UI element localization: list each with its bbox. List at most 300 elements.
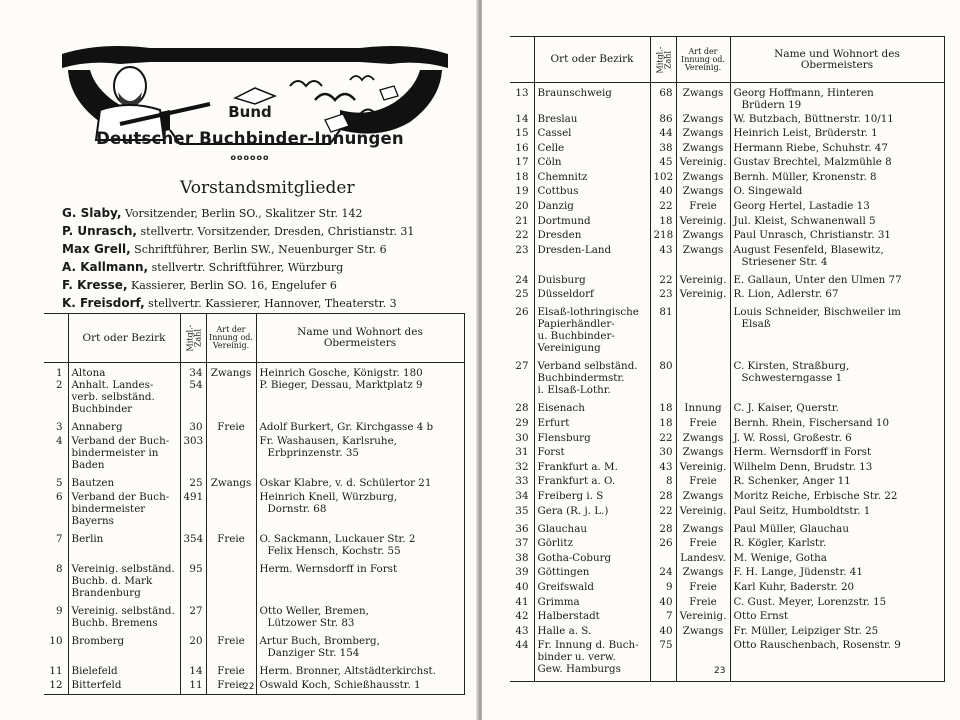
- row-association-type: [676, 596, 730, 611]
- board-member-role: Kassierer, Berlin SO. 16, Engelufer 6: [131, 279, 337, 292]
- row-chairman: [730, 523, 944, 538]
- row-chairman: [730, 200, 944, 215]
- row-number: [510, 215, 534, 230]
- row-chairman-line: Heinrich Knell, Würzburg,: [259, 491, 398, 503]
- row-location-line: Buchb. Bremens: [71, 617, 158, 629]
- row-number-line: 26: [515, 306, 529, 319]
- table-row: [510, 113, 944, 128]
- row-association-type-line: Zwangs: [682, 87, 724, 99]
- row-association-type: [676, 306, 730, 360]
- row-number: [44, 563, 68, 605]
- row-location: [534, 523, 650, 538]
- row-chairman: [730, 113, 944, 128]
- row-chairman: [730, 156, 944, 171]
- row-location: [68, 379, 180, 421]
- row-association-type-line: Zwangs: [210, 477, 252, 489]
- row-association-type-line: Freie: [689, 580, 717, 593]
- right-page: [482, 0, 960, 720]
- row-chairman-line: Heinrich Leist, Brüderstr. 1: [733, 127, 878, 140]
- row-chairman: [730, 566, 944, 581]
- board-member-list: [62, 206, 462, 314]
- row-association-type: [676, 142, 730, 157]
- row-association-type: [206, 421, 256, 435]
- header-name: [730, 37, 944, 83]
- board-member-role: Vorsitzender, Berlin SO., Skalitzer Str. 142: [124, 207, 363, 220]
- row-association-type: [676, 505, 730, 523]
- row-member-count: [650, 461, 676, 476]
- row-member-count: [180, 477, 206, 491]
- row-association-type: [676, 83, 730, 113]
- row-association-type: [676, 475, 730, 490]
- table-row: [44, 665, 464, 679]
- row-association-type-line: Zwangs: [682, 490, 724, 502]
- table-row: [510, 596, 944, 611]
- row-location-line: Berlin: [71, 533, 104, 545]
- row-association-type-line: Freie: [689, 537, 717, 550]
- row-number-line: 16: [515, 141, 529, 154]
- row-location-line: Baden: [71, 459, 105, 471]
- row-location: [534, 552, 650, 567]
- row-number-line: 3: [55, 421, 63, 433]
- row-location: [534, 185, 650, 200]
- row-number-line: 25: [515, 288, 529, 301]
- row-chairman: [730, 360, 944, 402]
- row-location-line: Dortmund: [537, 214, 591, 227]
- row-chairman-line: Herm. Wernsdorff in Forst: [259, 563, 398, 575]
- header-art-line3: Vereinig.: [212, 341, 250, 350]
- row-location-line: Verband der Buch-: [71, 435, 170, 447]
- row-association-type: [206, 477, 256, 491]
- header-ort: Ort oder Bezirk: [68, 314, 180, 363]
- header-art-line3: Vereinig.: [684, 62, 722, 72]
- row-chairman: [730, 306, 944, 360]
- table-row: [44, 421, 464, 435]
- row-location: [534, 142, 650, 157]
- row-member-count: [650, 566, 676, 581]
- row-number-line: 7: [55, 533, 63, 545]
- register-table-left: [44, 313, 465, 695]
- row-association-type: [676, 215, 730, 230]
- row-association-type: [676, 402, 730, 417]
- row-location: [534, 215, 650, 230]
- row-member-count-line: 81: [659, 306, 673, 319]
- row-location: [534, 156, 650, 171]
- row-number-line: 33: [515, 475, 529, 488]
- row-location: [534, 274, 650, 289]
- table-row: [510, 156, 944, 171]
- row-chairman-line: Moritz Reiche, Erbische Str. 22: [733, 490, 898, 502]
- row-chairman: [730, 475, 944, 490]
- row-member-count: [180, 635, 206, 665]
- row-member-count: [650, 171, 676, 186]
- row-member-count-line: 25: [189, 477, 203, 489]
- row-number-line: 13: [515, 87, 529, 99]
- header-mitglieder-line1: Mitgl.-: [654, 46, 664, 73]
- row-chairman: [730, 215, 944, 230]
- row-number-line: 34: [515, 490, 529, 502]
- table-row: [44, 379, 464, 421]
- row-number: [510, 83, 534, 113]
- row-member-count-line: 18: [659, 417, 673, 430]
- row-chairman-line: Bernh. Müller, Kronenstr. 8: [733, 170, 877, 183]
- row-association-type-line: Zwangs: [682, 185, 724, 198]
- row-chairman-line: Artur Buch, Bromberg,: [259, 635, 380, 647]
- table-row: [510, 461, 944, 476]
- row-member-count-line: 40: [659, 185, 673, 198]
- row-location-line: Buchbinder: [71, 403, 133, 415]
- row-location-line: Bautzen: [71, 477, 115, 489]
- row-member-count: [180, 491, 206, 533]
- header-nr: [510, 37, 534, 83]
- row-association-type: [676, 113, 730, 128]
- row-chairman: [730, 610, 944, 625]
- row-location-line: Vereinig. selbständ.: [71, 605, 175, 617]
- row-association-type: [676, 244, 730, 274]
- table-row: [510, 566, 944, 581]
- row-member-count-line: 11: [189, 679, 203, 691]
- row-location: [534, 200, 650, 215]
- row-number: [510, 274, 534, 289]
- row-location-line: Dresden-Land: [537, 243, 612, 256]
- row-number: [510, 625, 534, 640]
- row-location-line: Chemnitz: [537, 170, 588, 183]
- row-chairman: [730, 490, 944, 505]
- header-art-line2: Innung od.: [209, 333, 253, 342]
- row-chairman: [256, 363, 464, 380]
- row-number-line: 36: [515, 522, 529, 535]
- row-association-type-line: Zwangs: [682, 566, 724, 579]
- row-member-count: [180, 421, 206, 435]
- row-number-line: 6: [55, 491, 63, 503]
- row-member-count: [650, 360, 676, 402]
- row-member-count-line: 22: [659, 431, 673, 444]
- table-row: [510, 127, 944, 142]
- row-location: [68, 477, 180, 491]
- page-number-right: 23: [714, 666, 726, 676]
- row-member-count: [650, 244, 676, 274]
- row-location: [534, 306, 650, 360]
- row-member-count: [650, 288, 676, 306]
- row-location-line: Altona: [71, 367, 106, 379]
- row-association-type: [206, 605, 256, 635]
- row-member-count-line: 7: [665, 610, 673, 623]
- row-location: [534, 490, 650, 505]
- row-chairman: [730, 229, 944, 244]
- header-name: [256, 314, 464, 363]
- row-chairman-line: Paul Seitz, Humboldtstr. 1: [733, 504, 871, 517]
- row-member-count-line: 68: [659, 87, 673, 99]
- row-location: [534, 581, 650, 596]
- row-chairman: [730, 505, 944, 523]
- table-row: [510, 523, 944, 538]
- row-location-line: Görlitz: [537, 537, 573, 550]
- row-chairman-line: Georg Hertel, Lastadie 13: [733, 200, 870, 213]
- row-association-type: [676, 274, 730, 289]
- row-location-line: Vereinigung: [537, 342, 601, 355]
- row-location-line: Danzig: [537, 200, 574, 213]
- row-chairman: [730, 552, 944, 567]
- table-row: [44, 491, 464, 533]
- row-number: [510, 127, 534, 142]
- table-row: [510, 446, 944, 461]
- table-row: [510, 229, 944, 244]
- row-member-count: [650, 581, 676, 596]
- header-name-line2: Obermeisters: [800, 58, 874, 71]
- row-member-count: [180, 379, 206, 421]
- row-chairman-line: O. Sackmann, Luckauer Str. 2: [259, 533, 416, 545]
- row-chairman: [730, 639, 944, 681]
- row-association-type-line: Freie: [217, 421, 245, 433]
- row-chairman-line: Schwesterngasse 1: [741, 372, 843, 385]
- board-member-name: Max Grell,: [62, 242, 131, 256]
- row-chairman: [730, 171, 944, 186]
- row-member-count-line: 23: [659, 288, 673, 301]
- row-member-count: [650, 490, 676, 505]
- table-row: [44, 477, 464, 491]
- row-location-line: Bielefeld: [71, 665, 118, 677]
- row-chairman-line: Adolf Burkert, Gr. Kirchgasse 4 b: [259, 421, 434, 433]
- row-member-count: [180, 665, 206, 679]
- row-chairman-line: Lützower Str. 83: [267, 617, 355, 629]
- row-member-count: [650, 552, 676, 567]
- row-number: [510, 156, 534, 171]
- row-chairman-line: Oswald Koch, Schießhausstr. 1: [259, 679, 421, 691]
- table-row: [510, 200, 944, 215]
- row-association-type-line: Vereinig.: [679, 504, 727, 517]
- row-location-line: Forst: [537, 446, 565, 459]
- row-location-line: Bromberg: [71, 635, 125, 647]
- row-number-line: 9: [55, 605, 63, 617]
- header-art: [676, 37, 730, 83]
- row-chairman-line: Paul Müller, Glauchau: [733, 522, 849, 535]
- row-chairman-line: Wilhelm Denn, Brudstr. 13: [733, 460, 873, 473]
- row-association-type: [206, 491, 256, 533]
- row-location-line: Duisburg: [537, 273, 586, 286]
- row-number-line: 39: [515, 566, 529, 579]
- row-location-line: Frankfurt a. M.: [537, 460, 618, 473]
- row-member-count-line: 22: [659, 504, 673, 517]
- table-row: [44, 635, 464, 665]
- row-location: [534, 596, 650, 611]
- row-chairman-line: E. Gallaun, Unter den Ulmen 77: [733, 273, 902, 286]
- row-number: [510, 610, 534, 625]
- row-member-count-line: 40: [659, 624, 673, 637]
- table-row: [510, 360, 944, 402]
- row-location-line: Cottbus: [537, 185, 579, 198]
- row-chairman-line: C. Gust. Meyer, Lorenzstr. 15: [733, 595, 887, 608]
- row-member-count: [180, 605, 206, 635]
- row-number-line: 38: [515, 551, 529, 564]
- row-chairman-line: R. Kögler, Karlstr.: [733, 537, 827, 550]
- row-location-line: i. Elsaß-Lothr.: [537, 384, 611, 397]
- row-association-type: [206, 435, 256, 477]
- row-chairman-line: Paul Unrasch, Christianstr. 31: [733, 229, 891, 242]
- row-member-count: [650, 215, 676, 230]
- row-location-line: Buchbindermstr.: [537, 372, 625, 385]
- row-association-type: [676, 200, 730, 215]
- table-row: [510, 306, 944, 360]
- row-association-type: [676, 360, 730, 402]
- row-number: [510, 475, 534, 490]
- row-location-line: Elsaß-lothringische: [537, 306, 639, 319]
- row-chairman-line: Fr. Müller, Leipziger Str. 25: [733, 624, 879, 637]
- table-row: [44, 533, 464, 563]
- row-chairman-line: Jul. Kleist, Schwanenwall 5: [733, 214, 876, 227]
- row-chairman-line: R. Lion, Adlerstr. 67: [733, 288, 839, 301]
- row-chairman: [256, 421, 464, 435]
- row-member-count: [650, 402, 676, 417]
- header-ort: Ort oder Bezirk: [534, 37, 650, 83]
- row-member-count: [650, 505, 676, 523]
- board-member-role: stellvertr. Schriftführer, Würzburg: [151, 261, 344, 274]
- row-location-line: Erfurt: [537, 417, 570, 430]
- row-chairman-line: R. Schenker, Anger 11: [733, 475, 851, 488]
- row-member-count: [180, 363, 206, 380]
- header-name-line2: Obermeisters: [323, 337, 397, 349]
- row-location-line: Celle: [537, 141, 565, 154]
- row-chairman-line: J. W. Rossi, Großestr. 6: [733, 431, 852, 444]
- row-number: [44, 435, 68, 477]
- row-member-count-line: 54: [189, 379, 203, 391]
- header-mitglieder: [650, 37, 676, 83]
- row-member-count-line: 24: [659, 566, 673, 579]
- row-association-type: [676, 446, 730, 461]
- row-member-count: [650, 610, 676, 625]
- row-member-count-line: 20: [189, 635, 203, 647]
- row-number: [510, 461, 534, 476]
- row-chairman-line: Georg Hoffmann, Hinteren: [733, 87, 874, 99]
- row-chairman: [730, 537, 944, 552]
- row-member-count: [650, 523, 676, 538]
- row-member-count: [650, 432, 676, 447]
- row-number: [44, 635, 68, 665]
- header-mitglieder-line2: Zahl: [192, 328, 202, 348]
- row-location-line: Cöln: [537, 156, 562, 169]
- row-chairman: [730, 581, 944, 596]
- row-chairman-line: Danziger Str. 154: [267, 647, 360, 659]
- table-row: [44, 563, 464, 605]
- row-location: [534, 360, 650, 402]
- header-art-line1: Art der: [216, 325, 246, 334]
- row-location-line: binder u. verw.: [537, 651, 616, 664]
- row-member-count-line: 44: [659, 127, 673, 140]
- row-member-count-line: 43: [659, 460, 673, 473]
- row-number-line: 30: [515, 431, 529, 444]
- row-location: [68, 665, 180, 679]
- row-number: [510, 244, 534, 274]
- row-number: [510, 113, 534, 128]
- board-member-role: Schriftführer, Berlin SW., Neuenburger Str. 6: [134, 243, 387, 256]
- row-association-type: [676, 432, 730, 447]
- row-number: [44, 605, 68, 635]
- row-number: [44, 363, 68, 380]
- row-location: [68, 363, 180, 380]
- row-chairman-line: Otto Ernst: [733, 610, 789, 623]
- row-number: [510, 417, 534, 432]
- register-table-right: [510, 36, 945, 682]
- row-number-line: 42: [515, 610, 529, 623]
- row-chairman-line: F. H. Lange, Jüdenstr. 41: [733, 566, 863, 579]
- row-member-count-line: 14: [189, 665, 203, 677]
- row-location: [534, 171, 650, 186]
- row-association-type-line: Landesv.: [680, 551, 726, 564]
- row-association-type: [206, 635, 256, 665]
- row-member-count-line: 38: [659, 141, 673, 154]
- row-chairman-line: C. Kirsten, Straßburg,: [733, 360, 850, 373]
- board-member: [62, 260, 462, 278]
- row-association-type-line: Zwangs: [682, 243, 724, 256]
- row-location-line: Annaberg: [71, 421, 123, 433]
- row-location-line: Düsseldorf: [537, 288, 594, 301]
- table-row: [510, 625, 944, 640]
- row-association-type: [676, 566, 730, 581]
- row-number: [510, 200, 534, 215]
- row-number: [44, 533, 68, 563]
- row-association-type: [206, 665, 256, 679]
- row-member-count: [650, 83, 676, 113]
- row-chairman: [730, 185, 944, 200]
- row-location-line: Brandenburg: [71, 587, 141, 599]
- row-number-line: 17: [515, 156, 529, 169]
- row-number-line: 31: [515, 446, 529, 459]
- row-member-count-line: 45: [659, 156, 673, 169]
- row-location: [68, 635, 180, 665]
- row-chairman-line: Hermann Riebe, Schuhstr. 47: [733, 141, 888, 154]
- row-number-line: 23: [515, 243, 529, 256]
- row-chairman: [730, 461, 944, 476]
- row-member-count: [650, 537, 676, 552]
- row-association-type: [206, 363, 256, 380]
- row-chairman-line: Erbprinzenstr. 35: [267, 447, 359, 459]
- row-chairman-line: Fr. Washausen, Karlsruhe,: [259, 435, 397, 447]
- row-member-count: [650, 475, 676, 490]
- row-location-line: Buchb. d. Mark: [71, 575, 153, 587]
- row-chairman: [256, 379, 464, 421]
- row-member-count: [180, 435, 206, 477]
- row-chairman: [730, 244, 944, 274]
- row-location-line: Fr. Innung d. Buch-: [537, 639, 639, 652]
- row-number: [510, 229, 534, 244]
- row-location-line: u. Buchbinder-: [537, 330, 615, 343]
- row-member-count-line: 43: [659, 243, 673, 256]
- row-number-line: 11: [49, 665, 63, 677]
- row-member-count: [650, 639, 676, 681]
- row-member-count: [650, 306, 676, 360]
- row-association-type-line: Zwangs: [682, 229, 724, 242]
- row-location: [534, 288, 650, 306]
- row-chairman: [730, 596, 944, 611]
- row-association-type: [676, 127, 730, 142]
- board-member: [62, 206, 462, 224]
- row-association-type-line: Freie: [689, 475, 717, 488]
- row-member-count: [650, 274, 676, 289]
- row-chairman-line: O. Singewald: [733, 185, 803, 198]
- row-association-type: [206, 563, 256, 605]
- row-chairman: [730, 83, 944, 113]
- row-chairman: [256, 665, 464, 679]
- row-number: [510, 566, 534, 581]
- row-chairman-line: Heinrich Gosche, Königstr. 180: [259, 367, 423, 379]
- page-title: Bund: [228, 103, 272, 121]
- row-chairman: [730, 288, 944, 306]
- table-row: [510, 142, 944, 157]
- row-member-count-line: 8: [665, 475, 673, 488]
- table-row: [510, 185, 944, 200]
- row-location-line: Göttingen: [537, 566, 590, 579]
- row-number-line: 20: [515, 200, 529, 213]
- row-chairman-line: Herm. Wernsdorff in Forst: [733, 446, 872, 459]
- row-chairman: [256, 605, 464, 635]
